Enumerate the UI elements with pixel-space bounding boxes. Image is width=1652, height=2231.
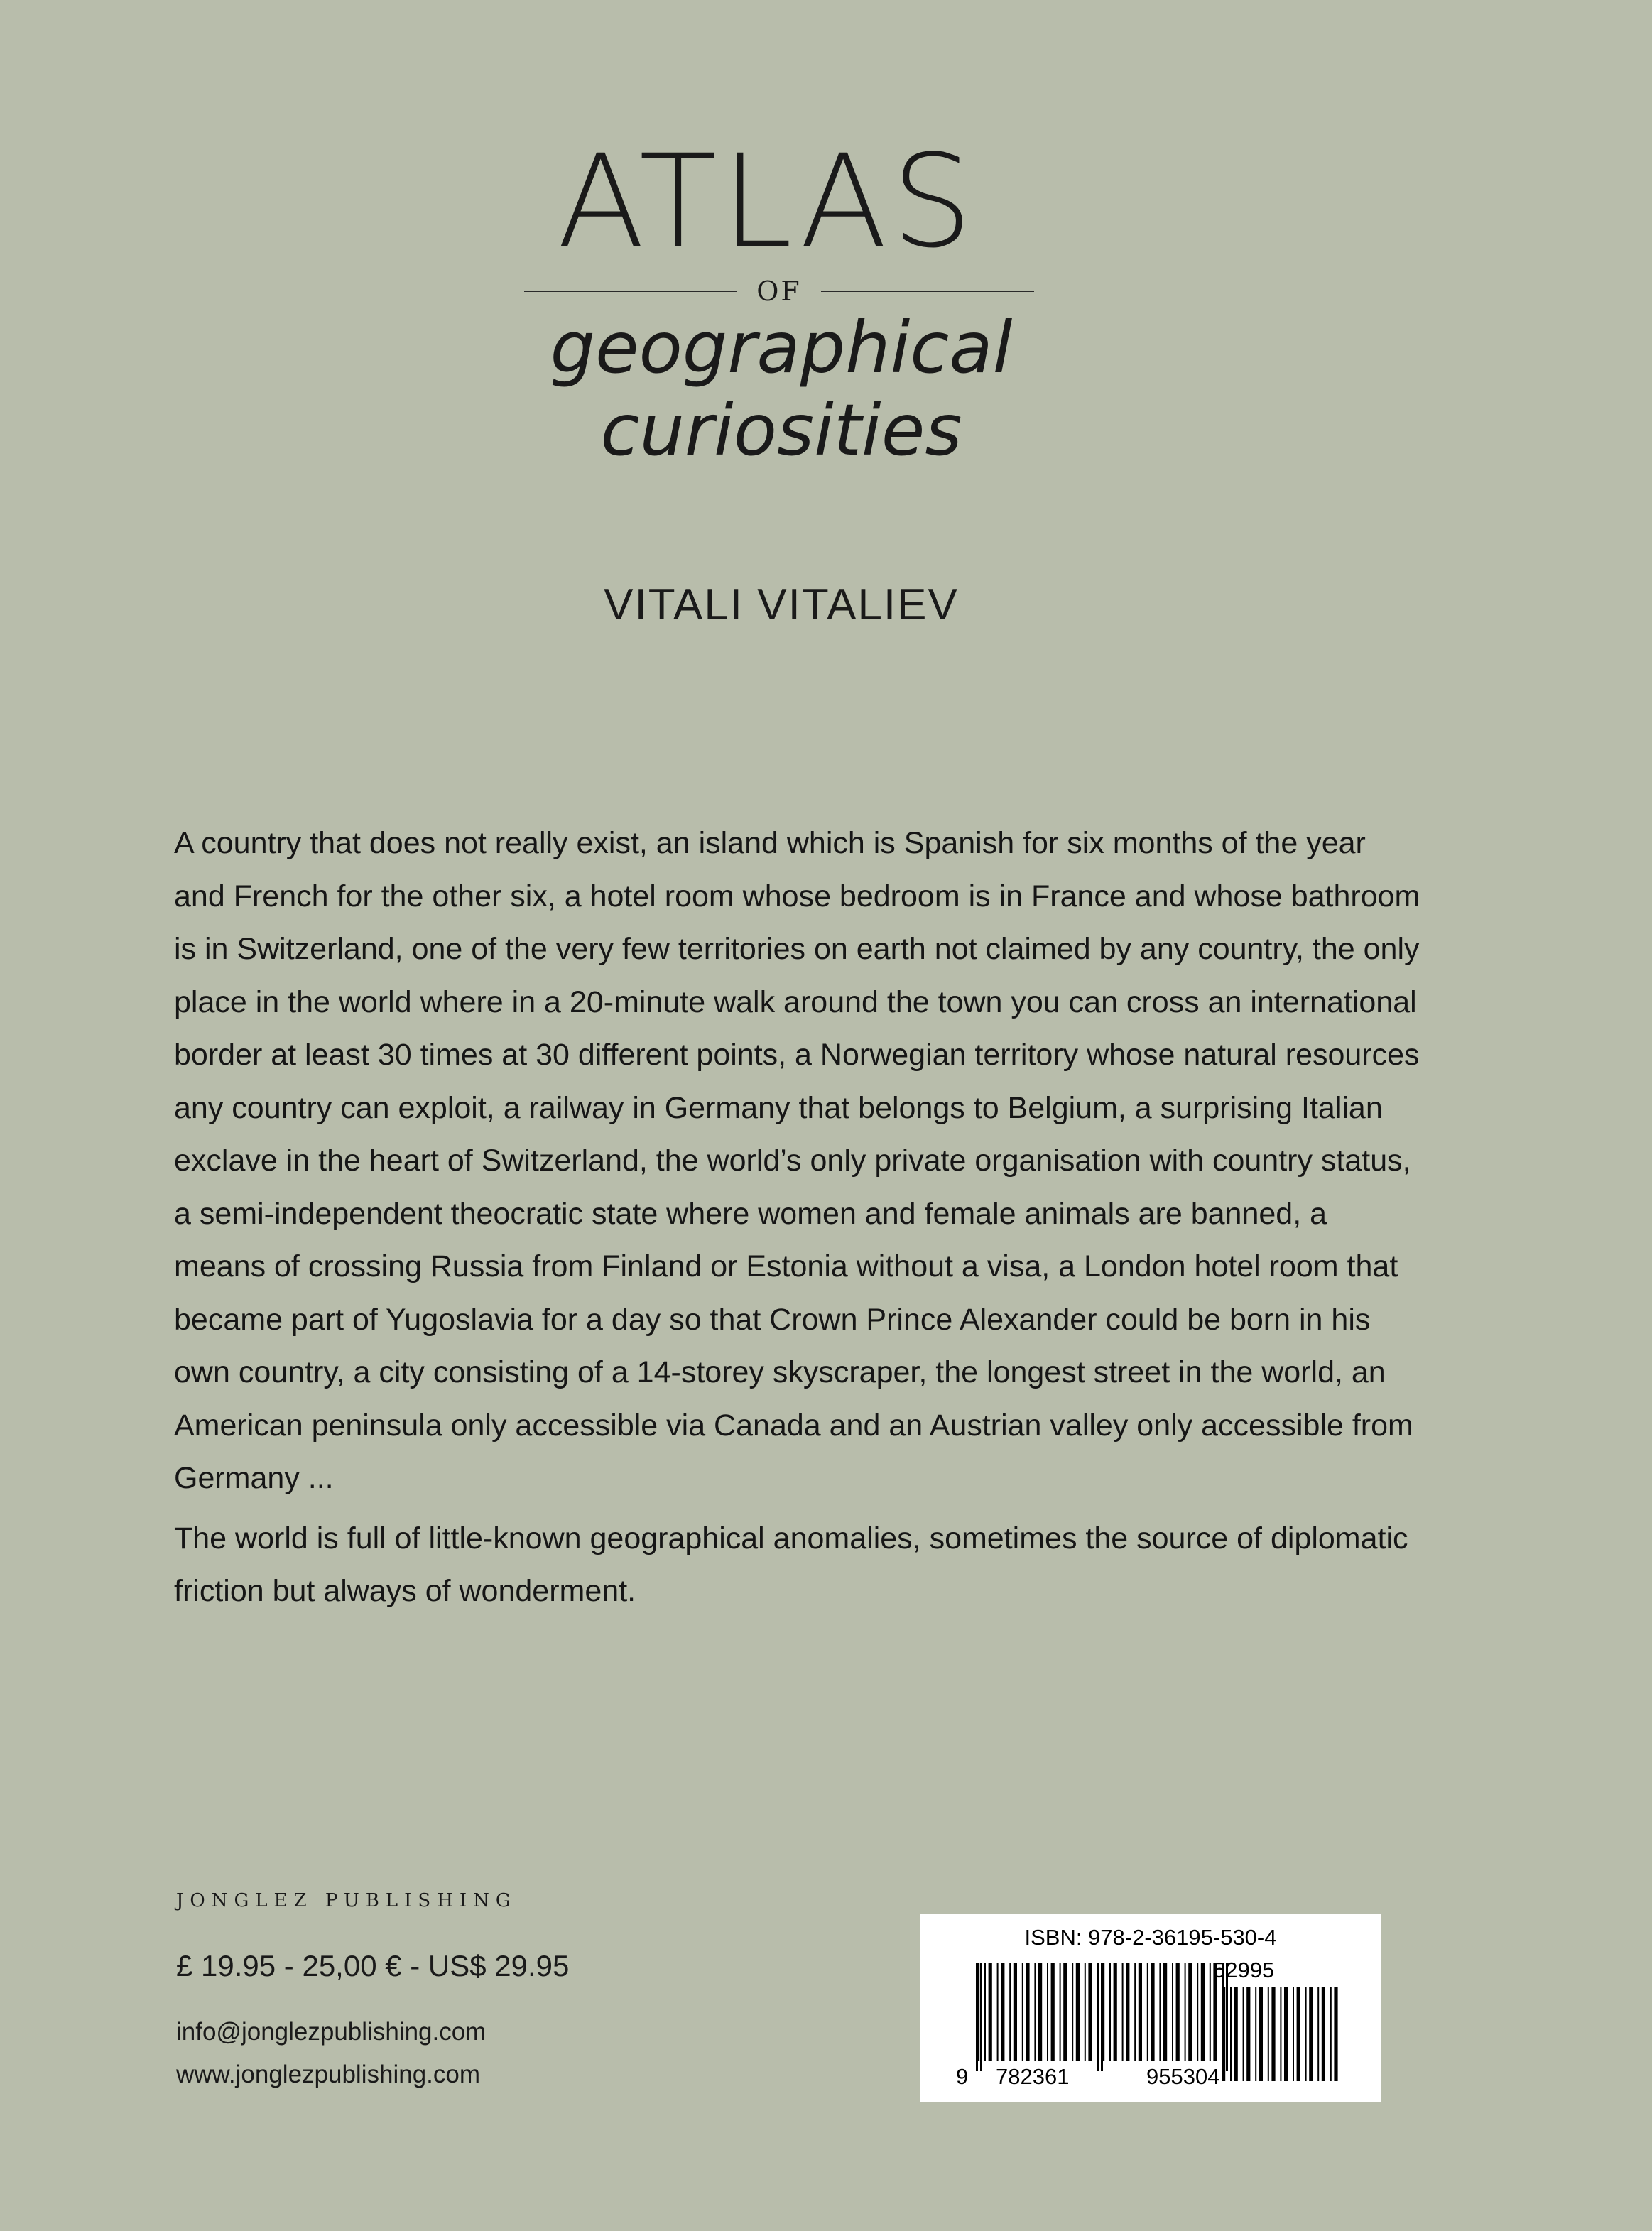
publisher-name: JONGLEZ PUBLISHING	[176, 1890, 517, 1911]
title-rule-left	[524, 291, 737, 292]
subtitle	[455, 307, 1108, 472]
barcode-addon-digits: 52995	[1213, 1958, 1275, 1982]
barcode-digits-right: 955304	[1146, 2064, 1220, 2089]
author-name: VITALI VITALIEV	[604, 580, 959, 629]
barcode-digit-first: 9	[956, 2064, 969, 2089]
price: £ 19.95 - 25,00 € - US$ 29.95	[176, 1949, 570, 1982]
barcode-box	[920, 1914, 1381, 2102]
title-connector: OF	[756, 276, 802, 307]
subtitle-line-2: curiosities	[600, 389, 962, 472]
publisher-website: www.jonglezpublishing.com	[176, 2061, 480, 2088]
title-rule-right	[821, 291, 1034, 292]
subtitle-line-1: geographical	[550, 306, 1013, 389]
title-atlas: ATLAS	[557, 128, 977, 276]
blurb	[174, 817, 1424, 1618]
barcode-digits-left: 782361	[996, 2064, 1070, 2089]
isbn-label: ISBN: 978-2-36195-530-4	[1024, 1925, 1277, 1950]
blurb-paragraph-2: The world is full of little-known geographical anomalies, sometimes the source of diplomatic friction but always of wonderment.	[174, 1521, 1408, 1608]
publisher-email: info@jonglezpublishing.com	[176, 2018, 487, 2046]
blurb-paragraph-1: A country that does not really exist, an island which is Spanish for six months of the year and French for the other six, a hotel room whose bedroom is in France and whose bathroom is in Switzerland, one of the very few territories on earth not claimed by any country, the only place in the world where in a 20-minute walk around the town you can cross an international border at least 30 times at 30 different points, a Norwegian territory whose natural resources any country can exploit, a railway in Germany that belongs to Belgium, a surprising Italian exclave in the heart of Switzerland, the world’s only private organisation with country status, a semi-independent theocratic state where women and female animals are banned, a means of crossing Russia from Finland or Estonia without a visa, a London hotel room that became part of Yugoslavia for a day so that Crown Prince Alexander could be born in his own country, a city consisting of a 14-storey skyscraper, the longest street in the world, an American peninsula only accessible via Canada and an Austrian valley only accessible from Germany ...	[174, 826, 1420, 1495]
title-connector-row	[524, 273, 1034, 309]
